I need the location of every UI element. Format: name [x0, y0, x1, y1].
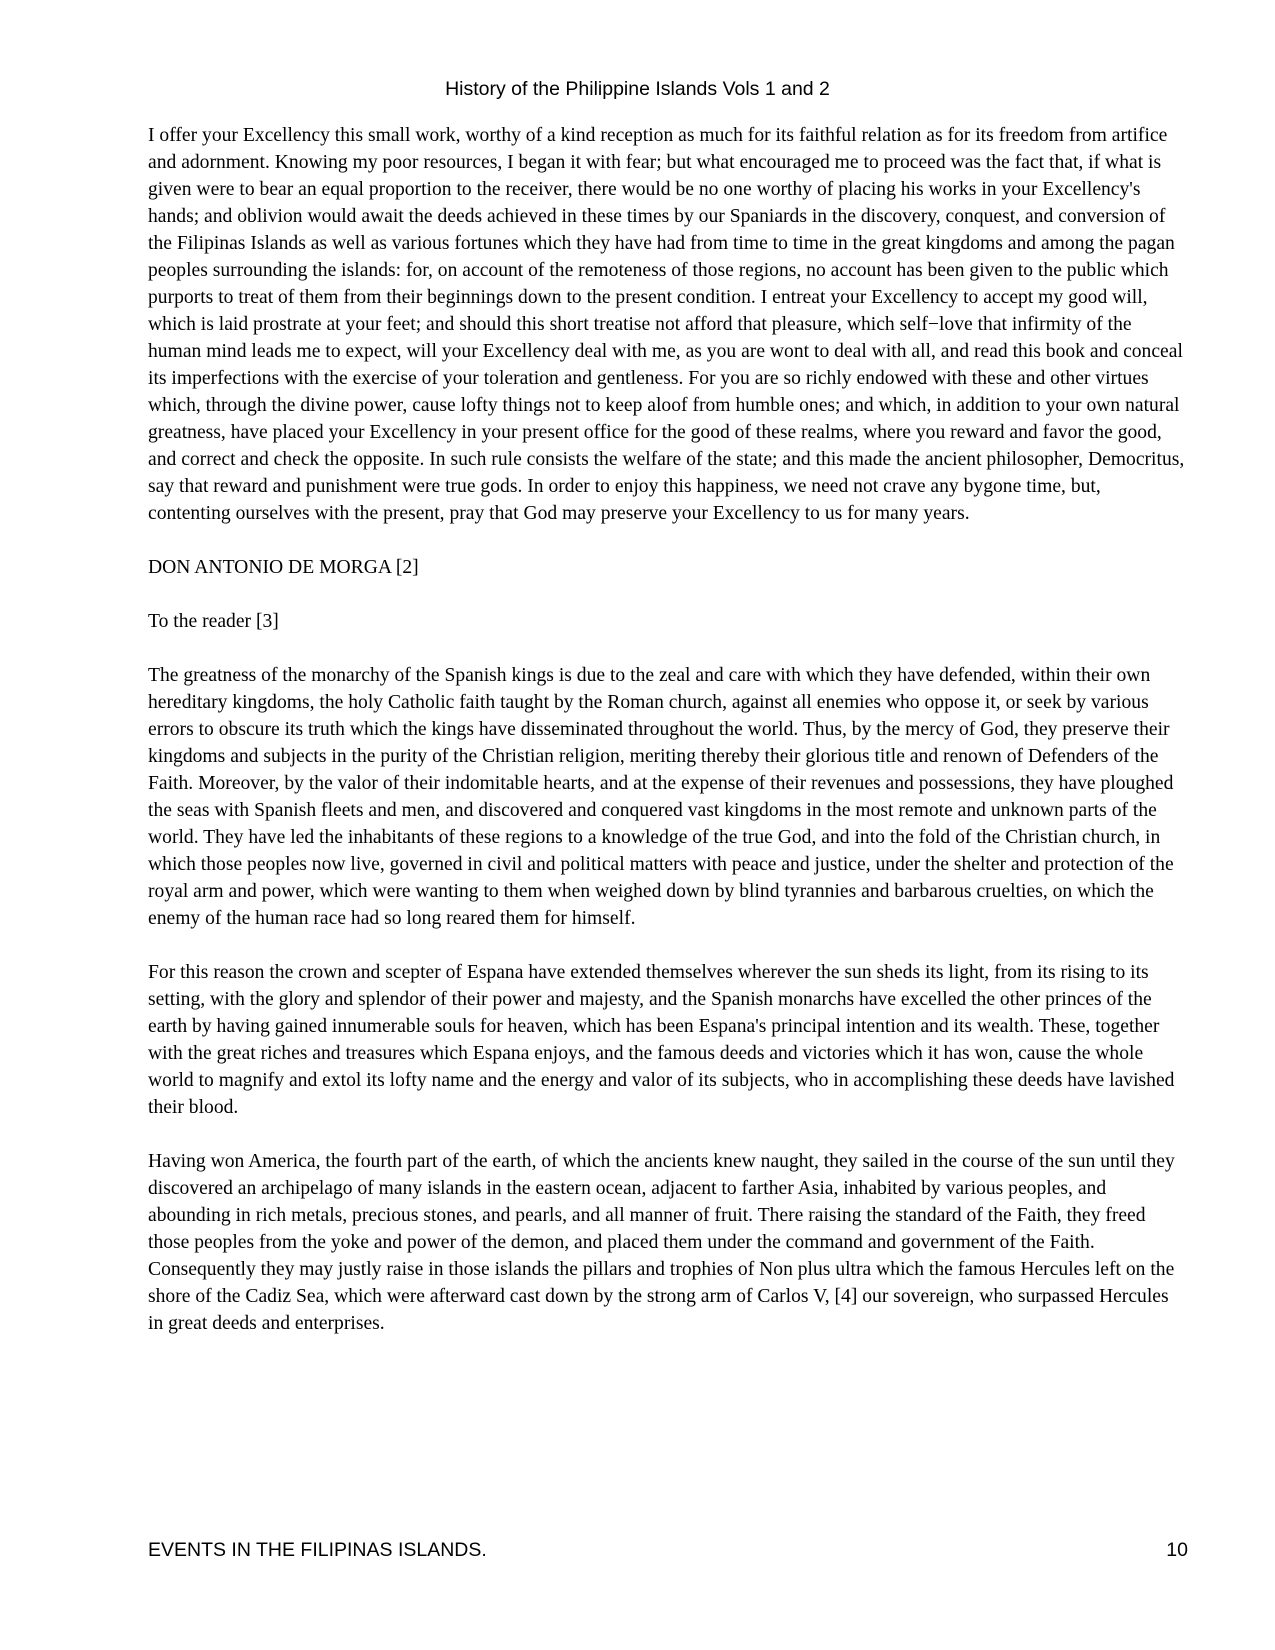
running-header: History of the Philippine Islands Vols 1 and 2 [445, 78, 830, 100]
running-footer [148, 1537, 1188, 1563]
dedication-paragraph: I offer your Excellency this small work, worthy of a kind reception as much for its faithful relation as for its freedom from artifice and adornment. Knowing my poor resources, I began it with fear; but what encouraged me to proceed was the fact that, if what is given were to bear an equal proportion to the receiver, there would be no one worthy of placing his works in your Excellency's hands; and oblivion would await the deeds achieved in these times by our Spaniards in the discovery, conquest, and conversion of the Filipinas Islands as well as various fortunes which they have had from time to time in the great kingdoms and among the pagan peoples surrounding the islands: for, on account of the remoteness of those regions, no account has been given to the public which purports to treat of them from their beginnings down to the present condition. I entreat your Excellency to accept my good will, which is laid prostrate at your feet; and should this short treatise not afford that pleasure, which self−love that infirmity of the human mind leads me to expect, will your Excellency deal with me, as you are wont to deal with all, and read this book and conceal its imperfections with the exercise of your toleration and gentleness. For you are so richly endowed with these and other virtues which, through the divine power, cause lofty things not to keep aloof from humble ones; and which, in addition to your own natural greatness, have placed your Excellency in your present office for the good of these realms, where you reward and favor the good, and correct and check the opposite. In such rule consists the welfare of the state; and this made the ancient philosopher, Democritus, say that reward and punishment were true gods. In order to enjoy this happiness, we need not crave any bygone time, but, contenting ourselves with the present, pray that God may preserve your Excellency to us for many years. [148, 125, 1185, 524]
footer-title: EVENTS IN THE FILIPINAS ISLANDS. [148, 1539, 487, 1561]
body-paragraph-2: For this reason the crown and scepter of Espana have extended themselves wherever the sun sheds its light, from its rising to its setting, with the glory and splendor of their power and majesty, and the Spanish monarchs have excelled the other princes of the earth by having gained innumerable souls for heaven, which has been Espana's principal intention and its wealth. These, together with the great riches and treasures which Espana enjoys, and the famous deeds and victories which it has won, cause the whole world to magnify and extol its lofty name and the energy and valor of its subjects, who in accomplishing these deeds have lavished their blood. [148, 962, 1175, 1118]
document-body [148, 122, 1188, 1337]
body-paragraph-3: Having won America, the fourth part of the earth, of which the ancients knew naught, they sailed in the course of the sun until they discovered an archipelago of many islands in the eastern ocean, adjacent to farther Asia, inhabited by various peoples, and abounding in rich metals, precious stones, and pearls, and all manner of fruit. There raising the standard of the Faith, they freed those peoples from the yoke and power of the demon, and placed them under the command and government of the Faith. Consequently they may justly raise in those islands the pillars and trophies of Non plus ultra which the famous Hercules left on the shore of the Cadiz Sea, which were afterward cast down by the strong arm of Carlos V, [4] our sovereign, who surpassed Hercules in great deeds and enterprises. [148, 1151, 1175, 1334]
body-paragraph-1: The greatness of the monarchy of the Spanish kings is due to the zeal and care with which they have defended, within their own hereditary kingdoms, the holy Catholic faith taught by the Roman church, against all enemies who oppose it, or seek by various errors to obscure its truth which the kings have disseminated throughout the world. Thus, by the mercy of God, they preserve their kingdoms and subjects in the purity of the Christian religion, meriting thereby their glorious title and renown of Defenders of the Faith. Moreover, by the valor of their indomitable hearts, and at the expense of their revenues and possessions, they have ploughed the seas with Spanish fleets and men, and discovered and conquered vast kingdoms in the most remote and unknown parts of the world. They have led the inhabitants of these regions to a knowledge of the true God, and into the fold of the Christian church, in which those peoples now live, governed in civil and political matters with peace and justice, under the shelter and protection of the royal arm and power, which were wanting to them when weighed down by blind tyrannies and barbarous cruelties, on which the enemy of the human race had so long reared them for himself. [148, 665, 1174, 929]
section-heading: To the reader [3] [148, 611, 279, 632]
signature: DON ANTONIO DE MORGA [2] [148, 557, 419, 578]
page-number: 10 [1166, 1539, 1188, 1561]
